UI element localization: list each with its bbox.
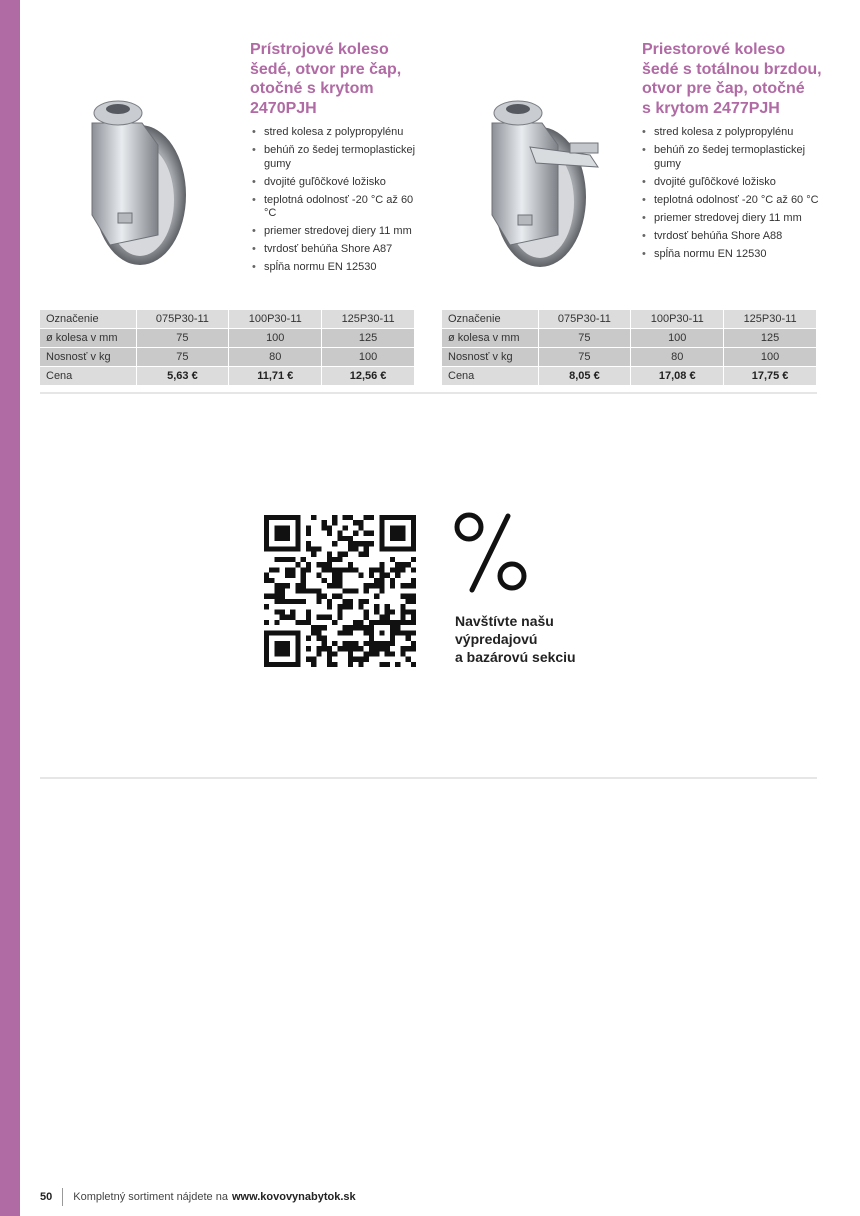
divider xyxy=(40,777,817,779)
promo-text: Navštívte našu výpredajovú a bazárovú sekciu xyxy=(455,613,576,665)
page-footer xyxy=(40,1187,356,1207)
footer-text: Kompletný sortiment nájdete na xyxy=(73,1191,228,1203)
footer-separator xyxy=(62,1188,63,1206)
table-row xyxy=(442,348,817,367)
table-cell: 100 xyxy=(229,329,322,348)
spec-list xyxy=(252,126,427,279)
price-cell: 11,71 € xyxy=(229,367,322,386)
row-label: Označenie xyxy=(40,310,136,329)
row-label: Cena xyxy=(442,367,538,386)
row-label: ø kolesa v mm xyxy=(442,329,538,348)
table-cell: 100P30-11 xyxy=(229,310,322,329)
table-cell: 100 xyxy=(322,348,415,367)
row-label: Označenie xyxy=(442,310,538,329)
table-cell: 125P30-11 xyxy=(724,310,817,329)
row-label: ø kolesa v mm xyxy=(40,329,136,348)
table-row xyxy=(442,329,817,348)
spec-table-2470pjh xyxy=(40,310,415,386)
caster-wheel-icon xyxy=(70,85,210,290)
spec-item: • teplotná odolnosť -20 °C až 60 °C xyxy=(252,194,427,221)
table-row xyxy=(442,367,817,386)
table-row xyxy=(40,310,415,329)
page-number: 50 xyxy=(40,1191,53,1203)
table-cell: 100 xyxy=(631,329,724,348)
table-cell: 075P30-11 xyxy=(136,310,229,329)
spec-item: • teplotná odolnosť -20 °C až 60 °C xyxy=(642,194,827,208)
table-cell: 100 xyxy=(724,348,817,367)
table-cell: 80 xyxy=(229,348,322,367)
price-cell: 17,75 € xyxy=(724,367,817,386)
table-cell: 75 xyxy=(136,329,229,348)
divider xyxy=(40,392,817,394)
table-row xyxy=(40,348,415,367)
table-cell: 75 xyxy=(136,348,229,367)
spec-item: • spĺňa normu EN 12530 xyxy=(642,248,827,262)
table-cell: 75 xyxy=(538,348,631,367)
price-cell: 5,63 € xyxy=(136,367,229,386)
spec-item: • stred kolesa z polypropylénu xyxy=(252,126,427,140)
table-cell: 125 xyxy=(724,329,817,348)
side-accent-bar xyxy=(0,0,20,1216)
product-title: Priestorové koleso šedé s totálnou brzdou, otvor pre čap, otočné s krytom 2477PJH xyxy=(642,41,822,117)
spec-item: • stred kolesa z polypropylénu xyxy=(642,126,827,140)
row-label: Cena xyxy=(40,367,136,386)
price-cell: 12,56 € xyxy=(322,367,415,386)
qr-code-icon[interactable] xyxy=(264,515,416,667)
product-title: Prístrojové koleso šedé, otvor pre čap, otočné s krytom 2470PJH xyxy=(250,41,402,117)
spec-table-2477pjh xyxy=(442,310,817,386)
table-cell: 075P30-11 xyxy=(538,310,631,329)
table-cell: 80 xyxy=(631,348,724,367)
product-2470pjh xyxy=(40,40,420,310)
table-cell: 125 xyxy=(322,329,415,348)
spec-item: • priemer stredovej diery 11 mm xyxy=(252,225,427,239)
spec-item: • behúň zo šedej termoplastickej gumy xyxy=(252,144,427,171)
spec-item: • tvrdosť behúňa Shore A87 xyxy=(252,243,427,257)
spec-item: • behúň zo šedej termoplastickej gumy xyxy=(642,144,827,171)
table-row xyxy=(40,329,415,348)
price-cell: 8,05 € xyxy=(538,367,631,386)
spec-list xyxy=(642,126,827,266)
row-label: Nosnosť v kg xyxy=(442,348,538,367)
table-row xyxy=(442,310,817,329)
spec-item: • dvojité guľôčkové ložisko xyxy=(252,176,427,190)
spec-item: • priemer stredovej diery 11 mm xyxy=(642,212,827,226)
table-row xyxy=(40,367,415,386)
spec-item: • tvrdosť behúňa Shore A88 xyxy=(642,230,827,244)
product-2477pjh xyxy=(440,40,820,310)
percent-icon xyxy=(452,510,530,594)
table-cell: 75 xyxy=(538,329,631,348)
table-cell: 125P30-11 xyxy=(322,310,415,329)
spec-item: • spĺňa normu EN 12530 xyxy=(252,261,427,275)
table-cell: 100P30-11 xyxy=(631,310,724,329)
caster-wheel-brake-icon xyxy=(470,85,610,290)
spec-item: • dvojité guľôčkové ložisko xyxy=(642,176,827,190)
price-cell: 17,08 € xyxy=(631,367,724,386)
row-label: Nosnosť v kg xyxy=(40,348,136,367)
website-link[interactable]: www.kovovynabytok.sk xyxy=(231,1191,356,1203)
